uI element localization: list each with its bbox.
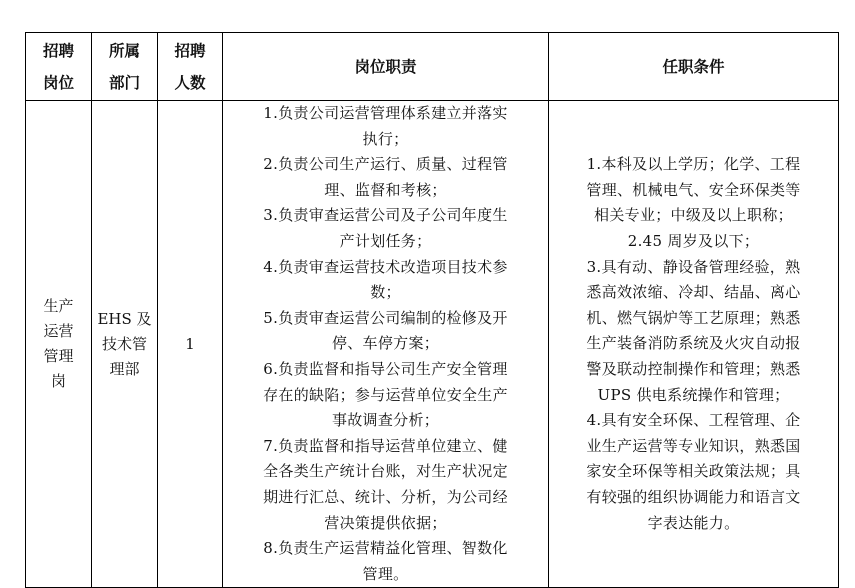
header-position-line-1: 招聘 xyxy=(42,41,74,60)
requirement-line: 字表达能力。 xyxy=(647,513,740,532)
duty-line: 5.负责审查运营公司编制的检修及开 xyxy=(263,308,508,327)
requirement-line: 悉高效浓缩、冷却、结晶、离心 xyxy=(586,283,801,302)
department-line: 技术管 xyxy=(101,334,147,353)
duty-line: 执行； xyxy=(362,129,409,148)
duty-line: 管理。 xyxy=(362,564,409,583)
duty-line: 理、监督和考核； xyxy=(324,180,447,199)
department-line: 理部 xyxy=(109,359,140,378)
position-line: 岗 xyxy=(50,372,66,391)
duty-line: 8.负责生产运营精益化管理、智数化 xyxy=(263,539,508,558)
requirement-line: 业生产运营等专业知识，熟悉国 xyxy=(586,436,801,455)
cell-count: 1 xyxy=(158,101,223,588)
duty-line: 期进行汇总、统计、分析，为公司经 xyxy=(263,487,508,506)
table-header-row xyxy=(26,33,839,101)
requirement-line: 相关专业；中级及以上职称； xyxy=(594,206,793,225)
duty-line: 1.负责公司运营管理体系建立并落实 xyxy=(263,104,508,122)
department-line: EHS 及 xyxy=(97,309,152,328)
cell-department xyxy=(92,101,158,588)
position-line: 管理 xyxy=(43,347,74,366)
duty-line: 全各类生产统计台账，对生产状况定 xyxy=(263,462,508,481)
header-requirements: 任职条件 xyxy=(549,33,839,101)
requirement-line: 3.具有动、静设备管理经验，熟 xyxy=(586,257,801,276)
header-department-line-2: 部门 xyxy=(108,73,140,92)
requirement-line: 2.45 周岁及以下； xyxy=(627,231,760,250)
header-department xyxy=(92,33,158,101)
header-position-line-2: 岗位 xyxy=(42,73,74,92)
header-count-line-2: 人数 xyxy=(174,73,206,92)
duty-line: 存在的缺陷；参与运营单位安全生产 xyxy=(263,385,508,404)
header-position xyxy=(26,33,92,101)
cell-duties xyxy=(223,101,549,588)
duty-line: 4.负责审查运营技术改造项目技术参 xyxy=(263,257,508,276)
requirement-line: 4.具有安全环保、工程管理、企 xyxy=(586,411,801,430)
duty-line: 3.负责审查运营公司及子公司年度生 xyxy=(263,206,508,225)
recruitment-table xyxy=(25,32,839,588)
requirement-line: 生产装备消防系统及火灾自动报 xyxy=(586,334,801,353)
header-department-line-1: 所属 xyxy=(108,41,140,60)
requirement-line: 警及联动控制操作和管理；熟悉 xyxy=(586,359,801,378)
requirement-line: 1.本科及以上学历；化学、工程 xyxy=(586,155,801,174)
table-row xyxy=(26,101,839,588)
duty-line: 数； xyxy=(370,283,401,302)
duty-line: 2.负责公司生产运行、质量、过程管 xyxy=(263,155,508,174)
duty-line: 营决策提供依据； xyxy=(324,513,447,532)
requirement-line: 家安全环保等相关政策法规；具 xyxy=(586,462,801,481)
duty-line: 7.负责监督和指导运营单位建立、健 xyxy=(263,436,508,455)
duty-line: 6.负责监督和指导公司生产安全管理 xyxy=(263,359,508,378)
duty-line: 停、车停方案； xyxy=(331,334,440,353)
cell-requirements xyxy=(549,101,839,588)
duty-line: 产计划任务； xyxy=(339,231,432,250)
requirement-line: 管理、机械电气、安全环保类等 xyxy=(586,180,801,199)
position-line: 运营 xyxy=(43,322,74,341)
position-line: 生产 xyxy=(43,297,74,316)
requirement-line: UPS 供电系统操作和管理； xyxy=(597,385,790,404)
header-count-line-1: 招聘 xyxy=(174,41,206,60)
requirement-line: 机、燃气锅炉等工艺原理；熟悉 xyxy=(586,308,801,327)
header-duties: 岗位职责 xyxy=(223,33,549,101)
cell-position xyxy=(26,101,92,588)
header-count xyxy=(158,33,223,101)
duty-line: 事故调查分析； xyxy=(331,411,440,430)
requirement-line: 有较强的组织协调能力和语言文 xyxy=(586,487,801,506)
